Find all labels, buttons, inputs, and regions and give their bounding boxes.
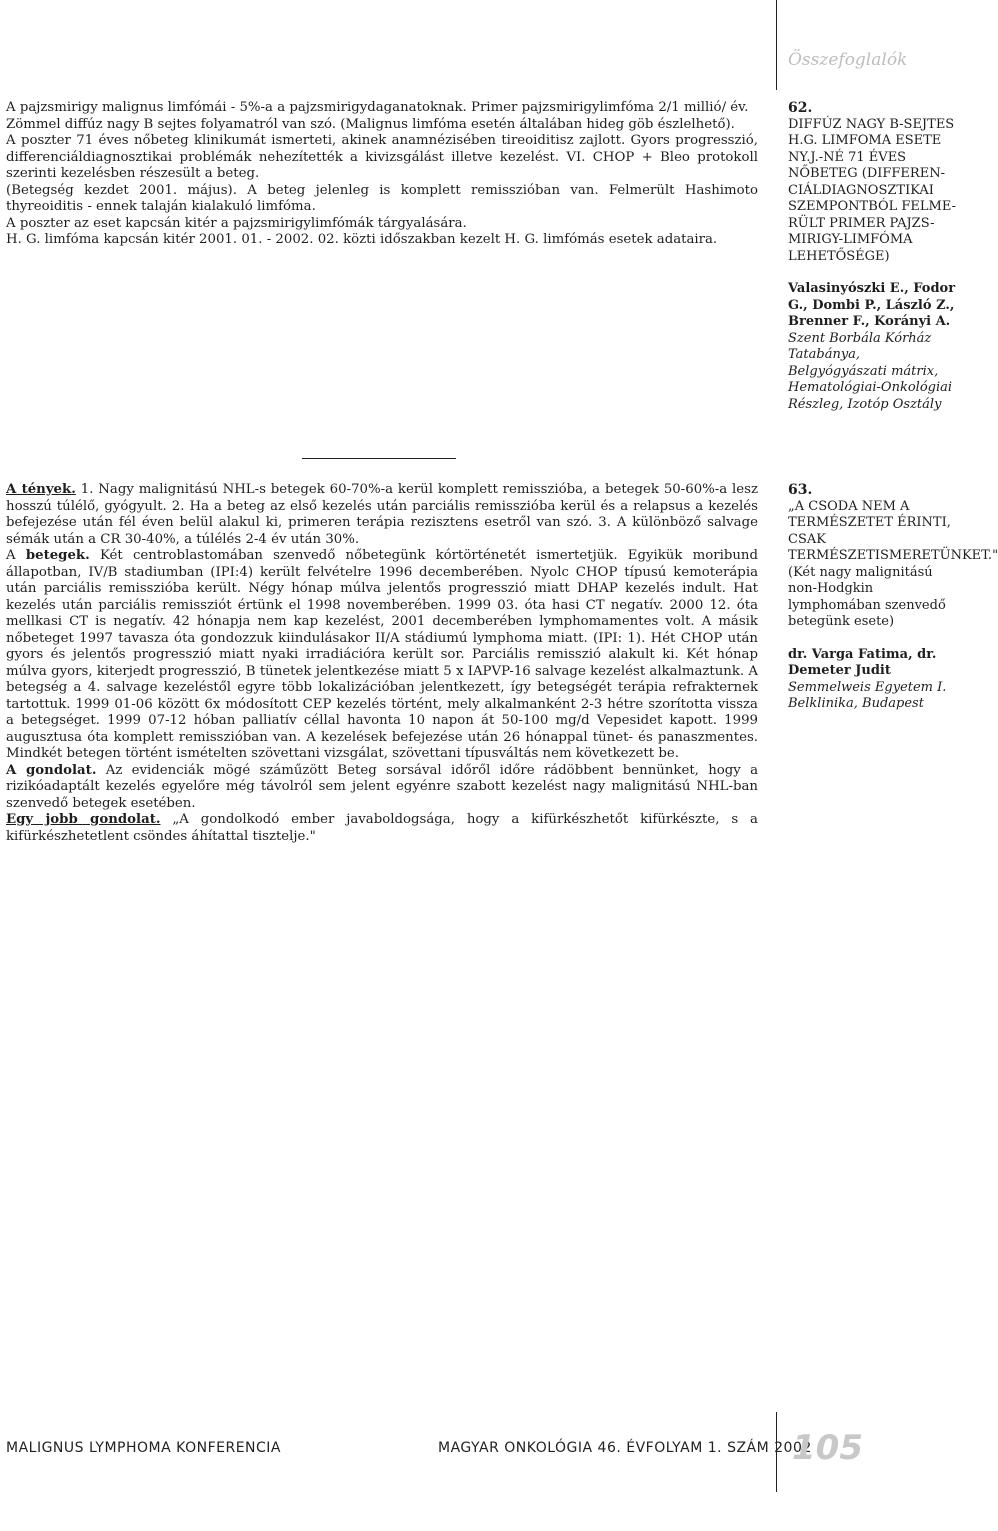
facts-text: 1. Nagy malignitású NHL-s betegek 60-70%-a kerül komplett remisszióba, a betegek 50-60%-a lesz hosszú túlélő, gyógyult. 2. Ha a beteg az első kezelés után parciális remisszióba kerül és a relapsus a kezelés befejezése után fél éven belül alakul ki, primeren terápia rezisztens esetről van szó. 3. A különböző salvage sémák után a CR 30-40%, a túlélés 2-4 év után 30%. [6,482,759,547]
abstract-62-line-3: A poszter 71 éves nőbeteg klinikumát ismerteti, akinek anamnézisében tireoiditisz zajlott. Gyors progresszió, differenciáldiagnosztikai problémák nehezítették a kivizsgálást illetve kezelést. VI. CHOP + Bleo protokoll szerinti kezelésben részesült a beteg. [6,133,758,181]
abstract-63-title: „A CSODA NEM A TERMÉSZETET ÉRINTI, CSAK TERMÉSZETISMERETÜNKET." [788,498,998,563]
patients-prefix: A [6,548,16,563]
better-thought-label: Egy jobb gondolat. [6,812,161,827]
abstract-62-line-5: A poszter az eset kapcsán kitér a pajzsmirigylimfómák tárgyalására. [6,215,467,231]
thought-label: A gondolat. [6,762,97,778]
abstract-62-body [6,100,758,249]
abstract-63-institution: Semmelweis Egyetem I. Belklinika, Budapest [788,679,947,711]
top-vertical-rule [776,0,777,90]
footer-journal: MAGYAR ONKOLÓGIA 46. ÉVFOLYAM 1. SZÁM 2002 [438,1440,812,1456]
abstract-62-authors: Valasinyószki E., Fodor G., Dombi P., László Z., Brenner F., Korányi A. [788,281,956,329]
abstract-63-subtitle: (Két nagy malignitású non-Hodgkin lymphomában szenvedő betegünk esete) [788,564,946,629]
thought-text: Az evidenciák mögé száműzött Beteg sorsával időről időre rádöbbent bennünket, hogy a rizikóadaptált kezelés egyelőre még távolról sem jelent egyénre szabott kezelést nagy malignitású NHL-ban szenvedő betegek esetében. [6,762,758,811]
facts-label: A tények. [6,482,76,497]
abstract-62-line-4: (Betegség kezdet 2001. május). A beteg jelenleg is komplett remisszióban van. Felmerült Hashimoto thyreoiditis - ennek talaján kialakuló limfóma. [6,182,758,214]
patients-text: Két centroblastomában szenvedő nőbetegünk kórtörténetét ismertetjük. Egyikük moribund állapotban, IV/B stadiumban (IPI:4) került felvételre 1996 decemberében. Nyolc CHOP típusú kemoterápia után parciális remisszióba került. Négy hónap múlva jelentős progresszió miatt DHAP kezelés indult. Hat kezelés után parciális remissziót értünk el 1998 novemberében. 1999 03. óta hasi CT negatív. 2000 12. óta mellkasi CT is negatív. 42 hónapja nem kap kezelést, 2001 decemberében lymphomamentes volt. A másik nőbeteget 1997 tavasza óta gondozzuk kiindulásakor II/A stádiumú lymphoma miatt. (IPI: 1). Hét CHOP után gyors és jelentős progresszió miatt nyaki irradiációra került sor. Parciális remisszió alakult ki. Két hónap múlva gyors, kiterjedt progresszió, B tünetek jelentkezése miatt 5 x IAPVP-16 salvage kezelést alkalmaztunk. A betegség a 4. salvage kezeléstől egyre több lokalizációban jelentkezett, így betegségét terápia refrakternek tartottuk. 1999 01-06 között 6x módosított CEP kezelés történt, mely alkalmanként 2-3 hétre szorította vissza a betegséget. 1999 07-12 hóban palliatív céllal havonta 10 napon át 50-100 mg/d Vepesidet kapott. 1999 augusztusa óta komplett remisszióban van. A kezelések befejezése után 26 hónappal tünet- és panaszmentes. Mindkét betegen történt ismételten szövettani vizsgálat, szövettani típusváltás nem következett be. [6,548,758,761]
page-number: 105 [792,1428,863,1468]
abstract-63-authors: dr. Varga Fatima, dr. Demeter Judit [788,646,937,678]
abstract-62-number: 62. [788,100,813,116]
patients-label: betegek. [25,548,90,563]
abstract-62-title: DIFFÚZ NAGY B-SEJTES H.G. LIMFOMA ESETE NY.J.-NÉ 71 ÉVES NŐBETEG (DIFFEREN-CIÁLDIAGNOSZTIKAI SZEMPONTBÓL FELME-RÜLT PRIMER PAJZS-MIRIGY-LIMFÓMA LEHETŐSÉGE) [788,116,956,264]
better-thought-text: „A gondolkodó ember javaboldogsága, hogy a kifürkészhetőt kifürkészte, s a kifürkészhetetlent csöndes áhítattal tisztelje." [6,812,758,844]
better-thought-paragraph [6,812,758,845]
abstract-63-number: 63. [788,482,813,498]
patients-paragraph [6,548,758,763]
abstract-62-line-1: A pajzsmirigy malignus limfómái - 5%-a a pajzsmirigydaganatoknak. Primer pajzsmirigylimfóma 2/1 millió/ év. [6,100,749,115]
abstract-62-line-6: H. G. limfóma kapcsán kitér 2001. 01. - 2002. 02. közti időszakban kezelt H. G. limfómás esetek adataira. [6,232,718,247]
abstract-62-institution: Szent Borbála Kórház Tatabánya, Belgyógyászati mátrix, Hematológiai-Onkológiai Részleg, Izotóp Osztály [788,330,953,412]
section-label: Összefoglalók [788,50,908,70]
abstract-63-sidebar [788,482,998,713]
thought-paragraph [6,763,758,813]
footer-conference: MALIGNUS LYMPHOMA KONFERENCIA [6,1440,281,1456]
separator-line [302,458,456,459]
abstract-62-line-2: Zömmel diffúz nagy B sejtes folyamatról van szó. (Malignus limfóma esetén általában hideg göb észlelhető). [6,116,735,132]
abstract-62-sidebar [788,100,956,413]
abstract-63-body [6,482,758,845]
facts-paragraph [6,482,758,548]
